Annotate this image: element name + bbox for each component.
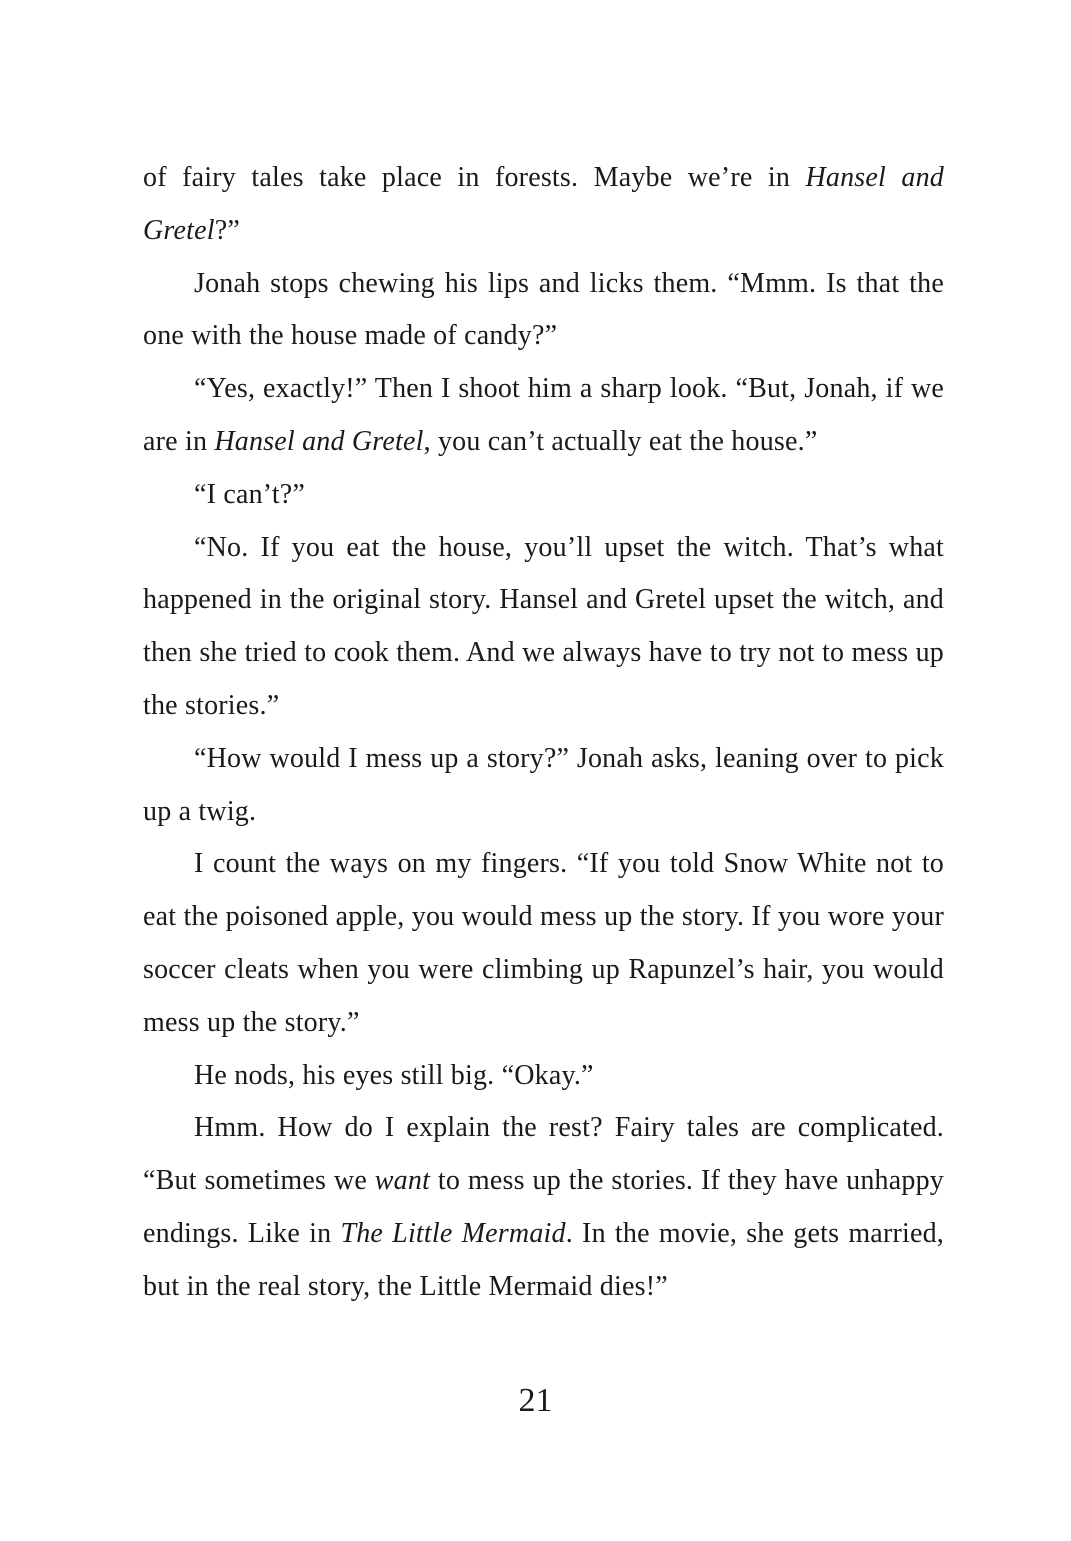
- text-segment: “How would I mess up a story?” Jonah asks, leaning over to pick up a twig.: [143, 742, 944, 827]
- page-body: [143, 152, 944, 1314]
- text-segment: to mess up the stories. If they have unhappy endings. Like in: [143, 1165, 944, 1249]
- text-segment: I count the ways on my fingers. “If you told Snow White not to eat the poisoned apple, you would mess up the story. If you wore your soccer cleats when you were climbing up Rapunzel’s hair, you would mess up the story.”: [143, 848, 944, 1038]
- paragraph: [143, 469, 944, 522]
- text-segment: , you can’t actually eat the house.”: [423, 425, 818, 457]
- paragraph: [143, 258, 944, 364]
- italic-text: The Little Mermaid: [340, 1217, 566, 1249]
- italic-text: Hansel and Gretel: [214, 425, 424, 457]
- paragraph: [143, 838, 944, 1049]
- text-segment: Hmm. How do I explain the rest? Fairy tales are complicated. “But sometimes we: [143, 1112, 944, 1197]
- page-number: 21: [518, 1382, 553, 1419]
- text-segment: “No. If you eat the house, you’ll upset the witch. That’s what happened in the original story. Hansel and Gretel upset the witch, and then she tried to cook them. And we always have to try not to mess up the stories.”: [143, 531, 944, 721]
- italic-text: want: [374, 1165, 431, 1197]
- text-segment: “I can’t?”: [194, 478, 306, 510]
- text-segment: He nods, his eyes still big. “Okay.”: [194, 1059, 594, 1091]
- paragraph: [143, 1102, 944, 1313]
- text-segment: Jonah stops chewing his lips and licks them. “Mmm. Is that the one with the house made of candy?”: [143, 267, 944, 352]
- text-segment: “Yes, exactly!” Then I shoot him a sharp look. “But, Jonah, if we are in: [143, 373, 944, 457]
- paragraph: [143, 363, 944, 469]
- paragraph: [143, 522, 944, 733]
- paragraph: [143, 152, 944, 258]
- text-segment: . In the movie, she gets married, but in the real story, the Little Mermaid dies!”: [143, 1217, 944, 1302]
- paragraph: [143, 1050, 944, 1103]
- text-segment: of fairy tales take place in forests. Maybe we’re in: [143, 162, 806, 193]
- text-segment: ?”: [214, 214, 240, 246]
- paragraph: [143, 733, 944, 839]
- italic-text: Hansel and Gretel: [143, 162, 944, 246]
